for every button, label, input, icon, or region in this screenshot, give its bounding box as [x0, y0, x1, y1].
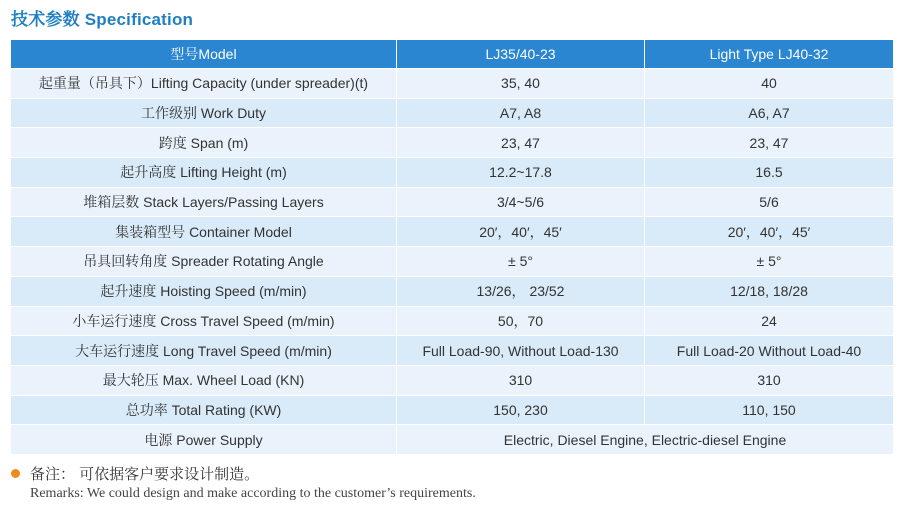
row-value-lj40: 24 [645, 306, 893, 336]
row-value-lj35: 12.2~17.8 [397, 157, 645, 187]
row-value-lj40: 310 [645, 365, 893, 395]
table-row [11, 365, 893, 395]
table-row [11, 246, 893, 276]
remark-chinese-text: 备注： 可依据客户要求设计制造。 [30, 465, 260, 483]
row-label: 起重量（吊具下）Lifting Capacity (under spreader)(t) [11, 68, 397, 98]
spec-table [11, 40, 893, 454]
table-header-row [11, 40, 893, 68]
table-row [11, 157, 893, 187]
row-label: 总功率 Total Rating (KW) [11, 395, 397, 425]
row-value-lj40: 110, 150 [645, 395, 893, 425]
table-row [11, 68, 893, 98]
row-label: 最大轮压 Max. Wheel Load (KN) [11, 365, 397, 395]
row-label: 电源 Power Supply [11, 424, 397, 454]
row-value-lj40: 16.5 [645, 157, 893, 187]
row-value-lj40: 40 [645, 68, 893, 98]
row-value-lj40: Full Load-20 Without Load-40 [645, 335, 893, 365]
remarks [11, 462, 891, 502]
power-supply-value: Electric, Diesel Engine, Electric-diesel Engine [397, 424, 893, 454]
row-value-lj35: ± 5° [397, 246, 645, 276]
row-label: 工作级别 Work Duty [11, 98, 397, 128]
row-label: 集装箱型号 Container Model [11, 216, 397, 246]
row-value-lj35: A7, A8 [397, 98, 645, 128]
row-label: 堆箱层数 Stack Layers/Passing Layers [11, 187, 397, 217]
row-label: 吊具回转角度 Spreader Rotating Angle [11, 246, 397, 276]
header-lj35-40-23: LJ35/40-23 [397, 40, 645, 68]
remark-chinese [11, 462, 891, 484]
row-label: 跨度 Span (m) [11, 127, 397, 157]
row-value-lj40: 5/6 [645, 187, 893, 217]
row-value-lj35: 20′，40′，45′ [397, 216, 645, 246]
bullet-icon [11, 469, 20, 478]
row-value-lj35: 35, 40 [397, 68, 645, 98]
row-value-lj35: 3/4~5/6 [397, 187, 645, 217]
row-value-lj35: 13/26， 23/52 [397, 276, 645, 306]
row-label: 起升高度 Lifting Height (m) [11, 157, 397, 187]
row-value-lj40: A6, A7 [645, 98, 893, 128]
remark-english: Remarks: We could design and make according to the customer’s requirements. [30, 486, 476, 501]
row-label: 大车运行速度 Long Travel Speed (m/min) [11, 335, 397, 365]
table-row-power-supply [11, 424, 893, 454]
header-light-type-lj40-32: Light Type LJ40-32 [645, 40, 893, 68]
section-title: 技术参数 Specification [11, 10, 194, 29]
row-value-lj40: 12/18, 18/28 [645, 276, 893, 306]
row-value-lj35: 50，70 [397, 306, 645, 336]
row-value-lj35: 23, 47 [397, 127, 645, 157]
row-value-lj40: ± 5° [645, 246, 893, 276]
row-value-lj35: 310 [397, 365, 645, 395]
table-row [11, 127, 893, 157]
row-label: 小车运行速度 Cross Travel Speed (m/min) [11, 306, 397, 336]
table-row [11, 98, 893, 128]
row-value-lj35: 150, 230 [397, 395, 645, 425]
table-row [11, 187, 893, 217]
table-row [11, 216, 893, 246]
row-value-lj40: 23, 47 [645, 127, 893, 157]
table-row [11, 395, 893, 425]
row-label: 起升速度 Hoisting Speed (m/min) [11, 276, 397, 306]
row-value-lj35: Full Load-90, Without Load-130 [397, 335, 645, 365]
table-row [11, 306, 893, 336]
table-row [11, 335, 893, 365]
row-value-lj40: 20′，40′，45′ [645, 216, 893, 246]
header-model: 型号Model [11, 40, 397, 68]
table-row [11, 276, 893, 306]
